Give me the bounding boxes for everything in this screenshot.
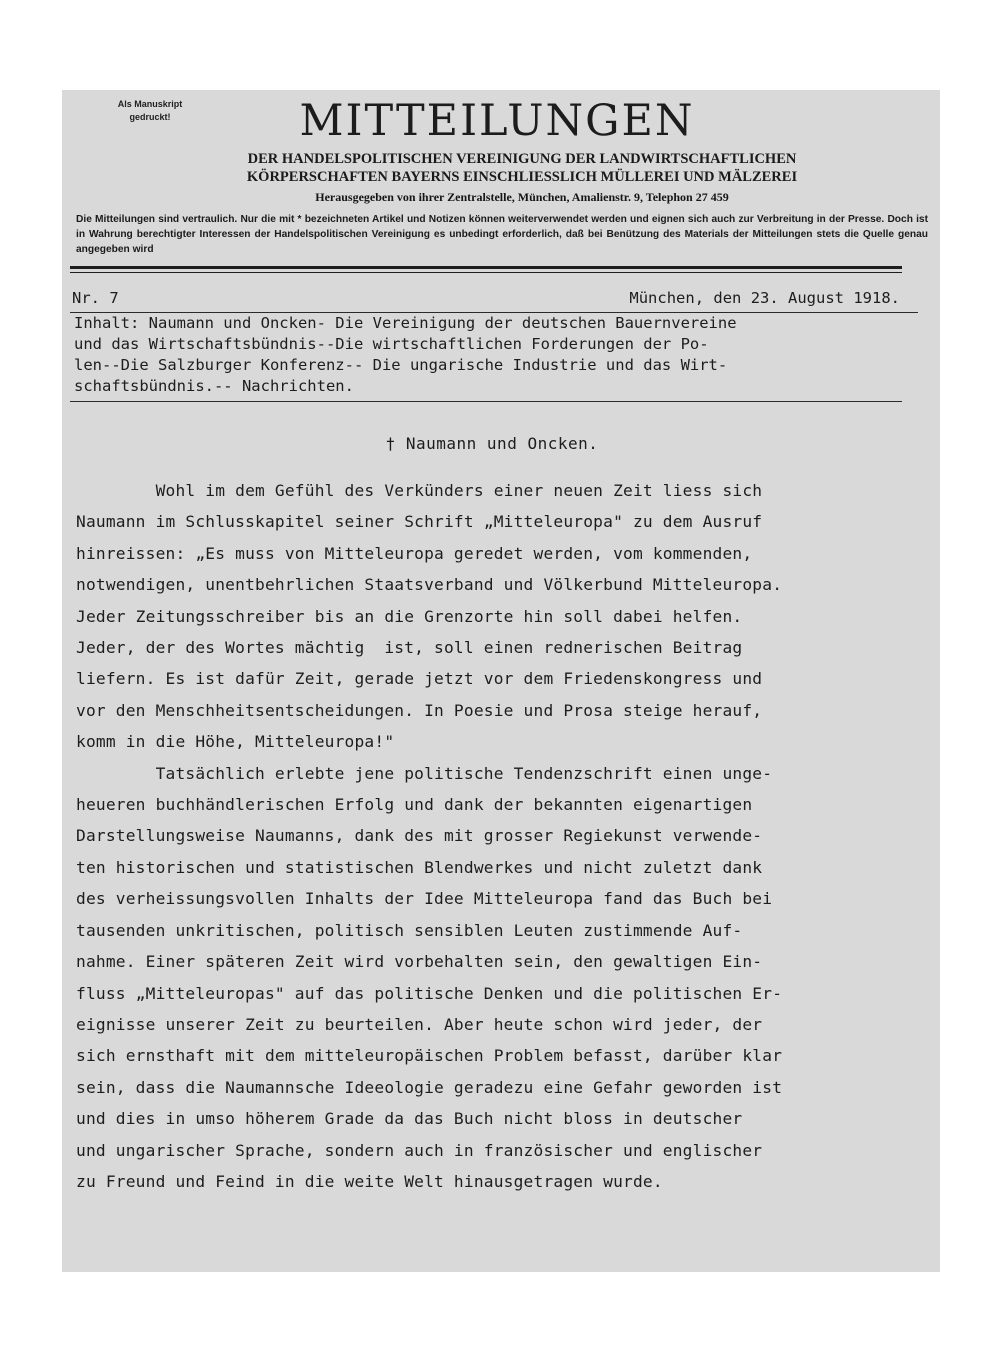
masthead-subtitle-line2: KÖRPERSCHAFTEN BAYERNS EINSCHLIESSLICH MÜLLEREI UND MÄLZEREI	[246, 169, 798, 185]
document-page	[62, 90, 940, 1272]
stamp-line: Als Manuskript	[117, 99, 183, 109]
table-of-contents: Inhalt: Naumann und Oncken- Die Vereinigung der deutschen Bauernvereine und das Wirtschaftsbündnis--Die wirtschaftlichen Forderungen der Po- len--Die Salzburger Konferenz-- Die ungarische Industrie und das Wirt- schaftsbündnis.-- Nachrichten.	[74, 314, 737, 395]
masthead-title: MITTEILUNGEN	[299, 96, 695, 146]
publisher-line: Herausgegeben von ihrer Zentralstelle, München, Amalienstr. 9, Telephon 27 459	[315, 190, 729, 204]
confidentiality-notice: Die Mitteilungen sind vertraulich. Nur die mit * bezeichneten Artikel und Notizen können weiterverwendet werden und eignen sich auch zur Verbreitung in der Presse. Doch ist in Wahrung berechtigter Interessen der Handelspolitischen Vereinigung es unbedingt erforderlich, daß bei Benützung des Materials der Mitteilungen stets die Quelle genau angegeben wird	[76, 214, 928, 255]
article-headline: † Naumann und Oncken.	[385, 434, 599, 453]
masthead-subtitle-line1: DER HANDELSPOLITISCHEN VEREINIGUNG DER LANDWIRTSCHAFTLICHEN	[247, 151, 797, 167]
dateline: München, den 23. August 1918.	[629, 289, 900, 307]
issue-number: Nr. 7	[72, 289, 119, 307]
masthead-rule-thin	[70, 272, 902, 273]
masthead-rule	[70, 266, 902, 269]
contents-rule-bottom	[70, 401, 902, 402]
manuscript-stamp	[100, 98, 200, 124]
stamp-line: gedruckt!	[129, 112, 171, 122]
article-body: Wohl im dem Gefühl des Verkünders einer neuen Zeit liess sich Naumann im Schlusskapitel seiner Schrift „Mitteleuropa" zu dem Ausruf hinreissen: „Es muss von Mitteleuropa geredet werden, vom kommenden, notwendigen, unentbehrlichen Staatsverband und Völkerbund Mitteleuropa. Jeder Zeitungsschreiber bis an die Grenzorte hin soll dabei helfen. Jeder, der des Wortes mächtig ist, soll einen rednerischen Beitrag liefern. Es ist dafür Zeit, gerade jetzt vor dem Friedenskongress und vor den Menschheitsentscheidungen. In Poesie und Prosa steige herauf, komm in die Höhe, Mitteleuropa!" Tatsächlich erlebte jene politische Tendenzschrift einen unge- heueren buchhändlerischen Erfolg und dank der bekannten eigenartigen Darstellungsweise Naumanns, dank des mit grosser Regiekunst verwende- ten historischen und statistischen Blendwerkes und nicht zuletzt dank des verheissungsvollen Inhalts der Idee Mitteleuropa fand das Buch bei tausenden unkritischen, politisch sensiblen Leuten zustimmende Auf- nahme. Einer späteren Zeit wird vorbehalten sein, den gewaltigen Ein- fluss „Mitteleuropas" auf das politische Denken und die politischen Er- eignisse unserer Zeit zu beurteilen. Aber heute schon wird jeder, der sich ernsthaft mit dem mitteleuropäischen Problem befasst, darüber klar sein, dass die Naumannsche Ideeologie geradezu eine Gefahr geworden ist und dies in umso höherem Grade da das Buch nicht bloss in deutscher und ungarischer Sprache, sondern auch in französischer und englischer zu Freund und Feind in die weite Welt hinausgetragen wurde.	[76, 481, 783, 1191]
